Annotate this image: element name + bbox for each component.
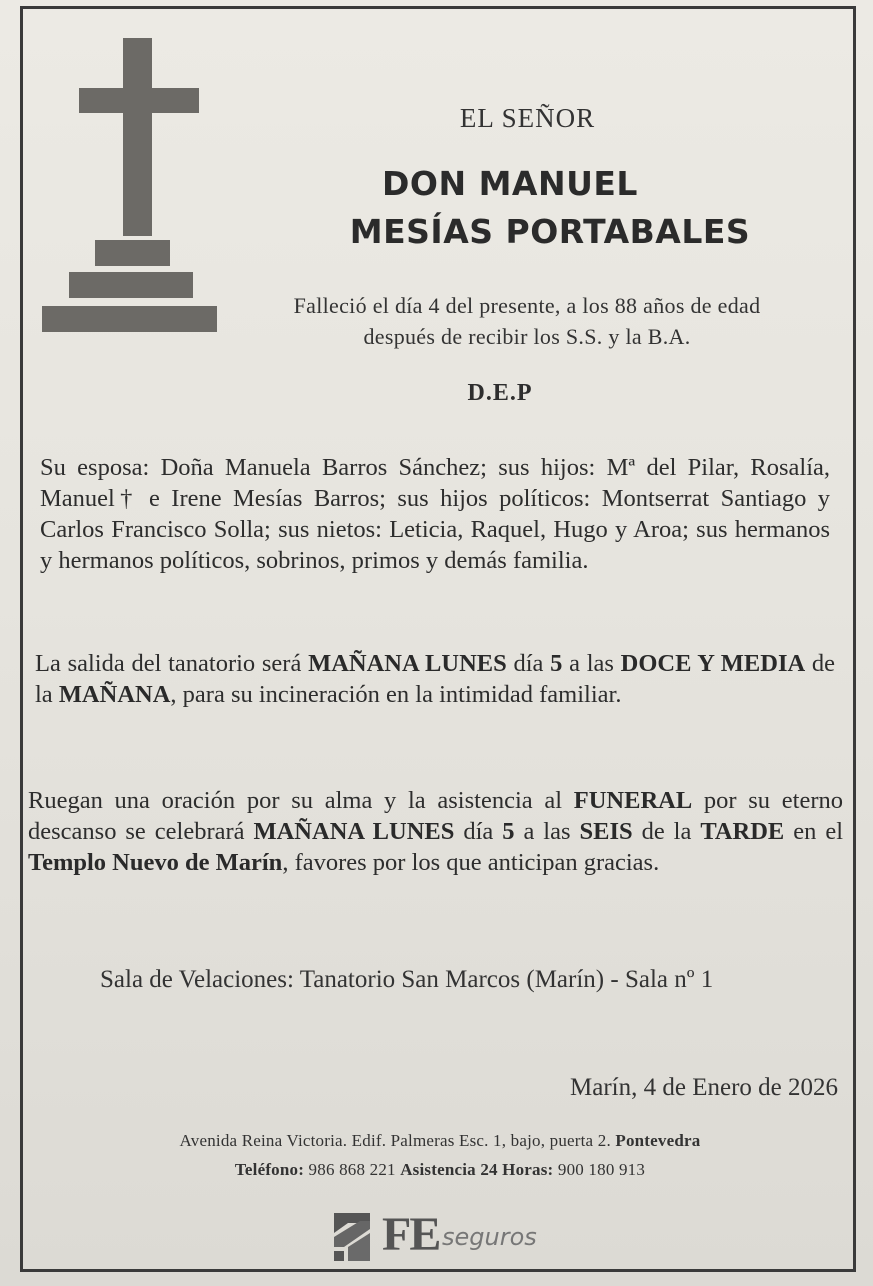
- dep-label: D.E.P: [467, 380, 533, 406]
- death-notice: [222, 290, 832, 352]
- wake-room: Sala de Velaciones: Tanatorio San Marcos (Marín) - Sala nº 1: [100, 966, 714, 993]
- logo-fe-text: FE: [382, 1208, 440, 1261]
- footer-contact: [60, 1126, 820, 1184]
- death-line-1: Falleció el día 4 del presente, a los 88 años de edad: [293, 293, 761, 318]
- honorific: EL SEÑOR: [459, 103, 596, 133]
- name-line-1: DON MANUEL: [382, 164, 638, 203]
- fe-logo-icon: [330, 1207, 374, 1263]
- footer-phones: Teléfono: 986 868 221 Asistencia 24 Horas: 900 180 913: [234, 1160, 646, 1179]
- family-paragraph: Su esposa: Doña Manuela Barros Sánchez; sus hijos: Mª del Pilar, Rosalía, Manuel† e Irene Mesías Barros; sus hijos políticos: Montserrat Santiago y Carlos Francisco Solla; sus nietos: Leticia, Raquel, Hugo y Aroa; sus hermanos y hermanos políticos, sobrinos, primos y demás familia.: [40, 454, 830, 574]
- footer-address: Avenida Reina Victoria. Edif. Palmeras Esc. 1, bajo, puerta 2. Pontevedra: [179, 1131, 701, 1150]
- name-line-2: MESÍAS PORTABALES: [349, 212, 751, 251]
- deceased-name: [240, 160, 860, 256]
- place-date: Marín, 4 de Enero de 2026: [570, 1074, 838, 1101]
- funeral-paragraph: Ruegan una oración por su alma y la asistencia al FUNERAL por su eterno descanso se celebrará MAÑANA LUNES día 5 a las SEIS de la TARDE en el Templo Nuevo de Marín, favores por los que anticipan gracias.: [28, 787, 844, 876]
- cross-icon: [42, 38, 217, 334]
- logo-seguros-text: seguros: [442, 1223, 537, 1251]
- death-line-2: después de recibir los S.S. y la B.A.: [363, 324, 691, 349]
- fe-seguros-logo: [330, 1205, 570, 1263]
- departure-paragraph: La salida del tanatorio será MAÑANA LUNES día 5 a las DOCE Y MEDIA de la MAÑANA, para su incineración en la intimidad familiar.: [35, 650, 836, 708]
